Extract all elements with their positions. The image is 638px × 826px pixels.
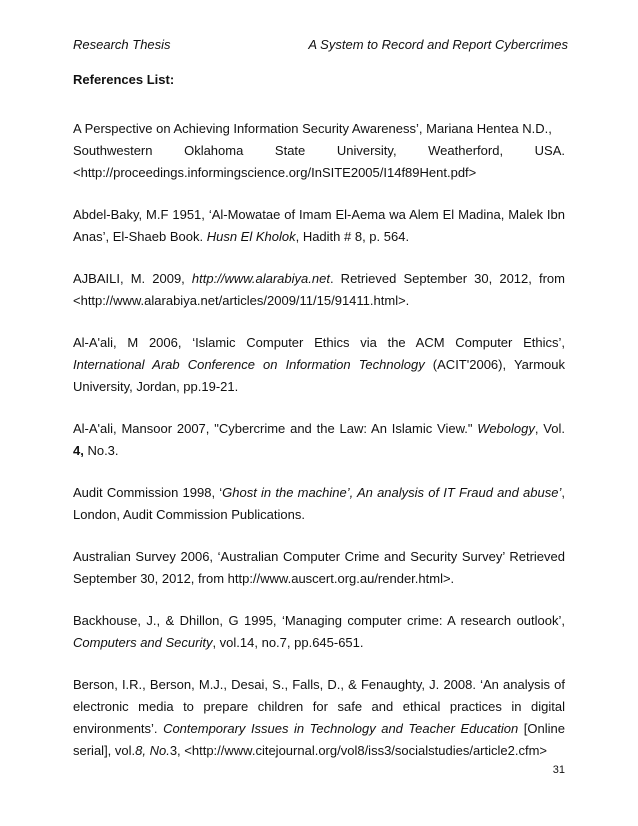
reference-text: A Perspective on Achieving Information Security Awareness’, Mariana Hentea N.D.,: [73, 121, 552, 136]
reference-text: Berson, I.R., Berson, M.J., Desai, S., Falls, D., & Fenaughty, J. 2008. ‘An analysis of electronic media to prepare children for safe and ethical practices in digital environments’.: [73, 677, 565, 736]
reference-url: <http://proceedings.informingscience.org/InSITE2005/I14f89Hent.pdf>: [73, 165, 477, 180]
reference-text: Australian Survey 2006, ‘Australian Computer Crime and Security Survey’ Retrieved September 30, 2012, from http://www.auscert.org.au/render.html>.: [73, 549, 565, 586]
reference-italic: 8, No.: [135, 743, 170, 758]
reference-word: University,: [336, 143, 397, 158]
reference-entry: [73, 610, 565, 654]
reference-text: [Online serial], vol.: [73, 721, 565, 758]
reference-entry: [73, 332, 565, 398]
reference-entry: [73, 482, 565, 526]
reference-italic: Contemporary Issues in Technology and Teacher Education: [163, 721, 519, 736]
reference-italic: Webology: [477, 421, 535, 436]
reference-text: Audit Commission 1998, ‘: [73, 485, 223, 500]
reference-italic: Computers and Security: [73, 635, 213, 650]
reference-entry: [73, 268, 565, 312]
reference-word: USA.: [534, 143, 565, 158]
reference-word: Southwestern: [73, 143, 153, 158]
reference-italic: International Arab Conference on Information Technology: [73, 357, 425, 372]
reference-entry: [73, 546, 565, 590]
reference-entry: [73, 674, 565, 762]
reference-text: AJBAILI, M. 2009,: [73, 271, 192, 286]
reference-text: 3, <http://www.citejournal.org/vol8/iss3/socialstudies/article2.cfm>: [169, 743, 547, 758]
reference-text: , vol.14, no.7, pp.645-651.: [212, 635, 364, 650]
reference-text: Abdel-Baky, M.F 1951, ‘Al-Mowatae of Imam El-Aema wa Alem El Madina, Malek Ibn Anas’, El-Shaeb Book.: [73, 207, 565, 244]
reference-text: No.3.: [83, 443, 119, 458]
reference-entry: [73, 118, 565, 184]
reference-link[interactable]: http://www.alarabiya.net: [191, 271, 330, 286]
references-heading: References List:: [73, 72, 175, 87]
reference-text: , Vol.: [534, 421, 565, 436]
reference-text: [73, 140, 565, 162]
page-number: 31: [552, 764, 565, 776]
reference-entry: [73, 418, 565, 462]
reference-italic: Ghost in the machine’, An analysis of IT Fraud and abuse’: [222, 485, 562, 500]
reference-text: , Hadith # 8, p. 564.: [295, 229, 410, 244]
reference-text: (ACIT'2006), Yarmouk University, Jordan, pp.19-21.: [73, 357, 566, 394]
reference-word: State: [274, 143, 306, 158]
reference-italic: Husn El Kholok: [206, 229, 296, 244]
reference-text: , London, Audit Commission Publications.: [73, 485, 565, 522]
reference-word: Weatherford,: [428, 143, 504, 158]
header-right-title: A System to Record and Report Cybercrimes: [308, 37, 568, 52]
reference-text: Backhouse, J., & Dhillon, G 1995, ‘Managing computer crime: A research outlook’,: [73, 613, 565, 628]
references-list: [73, 118, 565, 782]
header-left-title: Research Thesis: [73, 37, 171, 52]
page-header: [73, 37, 568, 53]
reference-text: Al-A'ali, M 2006, ‘Islamic Computer Ethics via the ACM Computer Ethics’,: [73, 335, 565, 350]
reference-text: Al-A'ali, Mansoor 2007, "Cybercrime and the Law: An Islamic View.": [73, 421, 478, 436]
reference-entry: [73, 204, 565, 248]
reference-text: . Retrieved September 30, 2012, from <http://www.alarabiya.net/articles/2009/11/15/91411.html>.: [73, 271, 565, 308]
reference-bold: 4,: [73, 443, 84, 458]
reference-word: Oklahoma: [184, 143, 244, 158]
